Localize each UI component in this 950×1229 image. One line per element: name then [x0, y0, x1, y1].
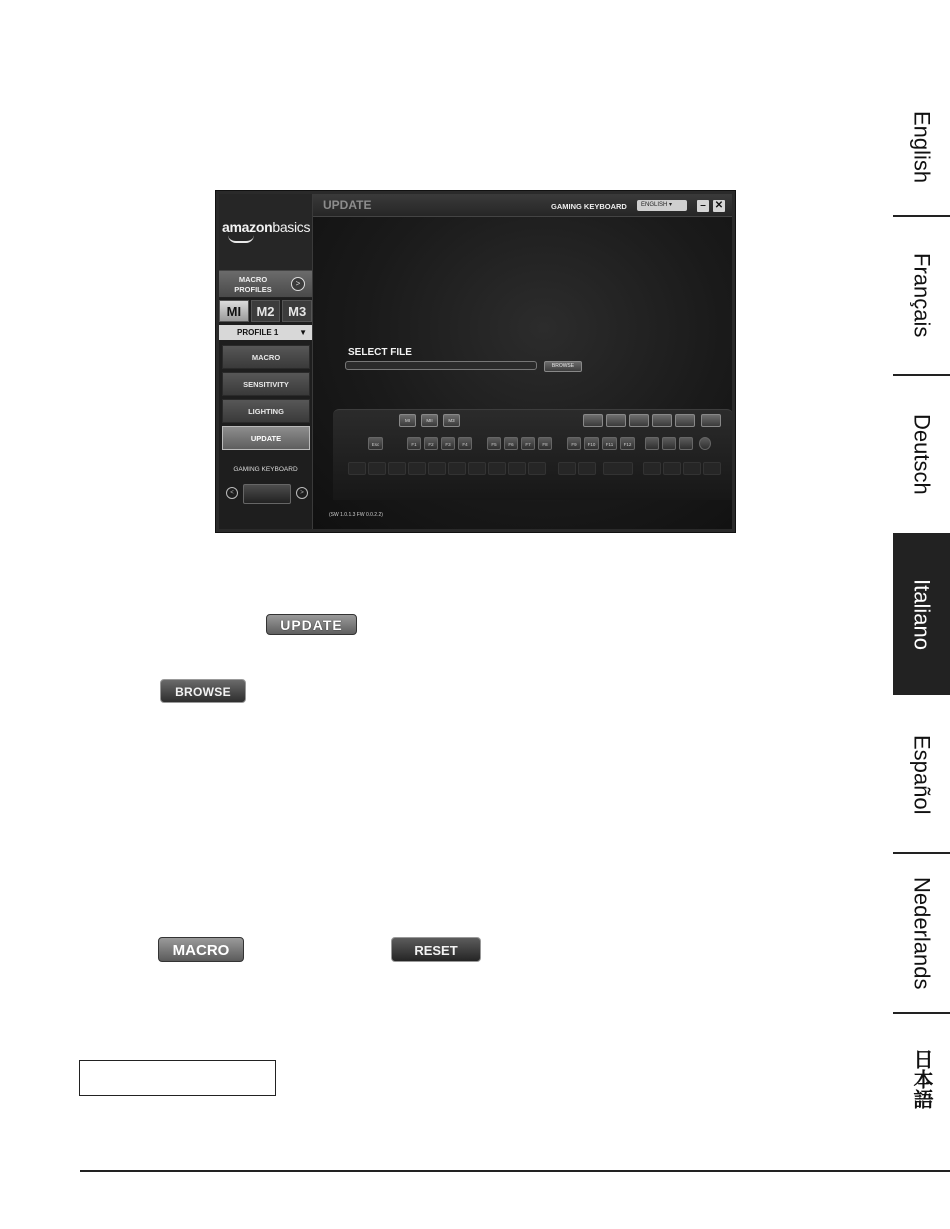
language-tab-italiano[interactable]: Italiano: [893, 533, 950, 695]
language-tab-deutsch[interactable]: Deutsch: [909, 414, 935, 495]
window-title: UPDATE: [323, 198, 372, 212]
profile-select[interactable]: [219, 325, 312, 340]
macro-button[interactable]: MACRO: [158, 937, 244, 962]
kb-key: [643, 462, 661, 475]
browse-button[interactable]: BROWSE: [160, 679, 246, 703]
browse-button[interactable]: BROWSE: [544, 361, 582, 372]
amazonbasics-logo: amazonbasics: [222, 219, 310, 235]
kb-key: [683, 462, 701, 475]
kb-key: [603, 462, 633, 475]
macro-profiles-label: MACRO PROFILES: [234, 275, 272, 294]
kb-key: [703, 462, 721, 475]
m1-button[interactable]: MI: [219, 300, 249, 322]
chevron-right-icon[interactable]: >: [296, 487, 308, 499]
kb-f4-key: F4: [458, 437, 472, 450]
kb-key: [662, 437, 676, 450]
language-tab-francais[interactable]: Français: [909, 253, 935, 338]
device-label: GAMING KEYBOARD: [551, 202, 627, 211]
kb-m1-key: MI: [399, 414, 416, 427]
kb-key: [528, 462, 546, 475]
kb-f6-key: F6: [504, 437, 518, 450]
kb-f2-key: F2: [424, 437, 438, 450]
kb-key: [578, 462, 596, 475]
language-tab-japanese[interactable]: 日本語: [910, 1049, 932, 1109]
kb-key: [558, 462, 576, 475]
title-bar: [313, 194, 732, 217]
macro-profiles-button[interactable]: [219, 271, 312, 298]
kb-key: [428, 462, 446, 475]
kb-media-key: [606, 414, 626, 427]
kb-f8-key: F8: [538, 437, 552, 450]
main-panel: [313, 194, 732, 529]
nav-update[interactable]: UPDATE: [222, 426, 310, 450]
kb-f3-key: F3: [441, 437, 455, 450]
language-tab-english[interactable]: English: [909, 111, 935, 184]
kb-key: [448, 462, 466, 475]
m-button-row: [219, 300, 312, 322]
profile-select-value: PROFILE 1: [237, 328, 279, 337]
kb-key: [468, 462, 486, 475]
m3-button[interactable]: M3: [282, 300, 312, 322]
kb-f5-key: F5: [487, 437, 501, 450]
kb-media-key: [583, 414, 603, 427]
logo-area: [219, 194, 312, 271]
nav-sensitivity[interactable]: SENSITIVITY: [222, 372, 310, 396]
kb-f9-key: F9: [567, 437, 581, 450]
kb-key: [645, 437, 659, 450]
kb-f10-key: F10: [584, 437, 599, 450]
m2-button[interactable]: M2: [251, 300, 281, 322]
caret-down-icon: ▼: [299, 328, 307, 337]
kb-m2-key: MII: [421, 414, 438, 427]
language-tab-nederlands[interactable]: Nederlands: [909, 876, 935, 990]
keyboard-image: [333, 409, 732, 500]
kb-media-key: [652, 414, 672, 427]
kb-esc-key: Esc: [368, 437, 383, 450]
language-select[interactable]: ENGLISH ▾: [637, 200, 687, 211]
kb-f7-key: F7: [521, 437, 535, 450]
note-box: [79, 1060, 276, 1096]
software-screenshot: [215, 190, 736, 533]
minimize-icon[interactable]: –: [697, 200, 709, 212]
language-tab-espanol[interactable]: Español: [909, 734, 935, 815]
keyboard-thumbnail: [243, 484, 291, 504]
close-icon[interactable]: ✕: [714, 200, 724, 211]
sidebar: [219, 194, 313, 529]
reset-button[interactable]: RESET: [391, 937, 481, 962]
update-button[interactable]: UPDATE: [266, 614, 357, 635]
kb-key: [488, 462, 506, 475]
device-caption: GAMING KEYBOARD: [233, 466, 298, 473]
kb-key: [348, 462, 366, 475]
bottom-divider: [80, 1170, 950, 1172]
nav-lighting[interactable]: LIGHTING: [222, 399, 310, 423]
kb-f11-key: F11: [602, 437, 617, 450]
chevron-right-icon[interactable]: >: [291, 277, 305, 291]
file-path-input[interactable]: [345, 361, 537, 370]
chevron-left-icon[interactable]: <: [226, 487, 238, 499]
kb-f1-key: F1: [407, 437, 421, 450]
kb-media-key: [675, 414, 695, 427]
select-file-label: SELECT FILE: [348, 347, 412, 358]
nav-macro[interactable]: MACRO: [222, 345, 310, 369]
kb-key: [663, 462, 681, 475]
kb-key: [368, 462, 386, 475]
kb-key: [388, 462, 406, 475]
kb-media-key: [701, 414, 721, 427]
kb-f12-key: F12: [620, 437, 635, 450]
kb-knob: [699, 437, 711, 450]
kb-media-key: [629, 414, 649, 427]
version-text: (SW 1.0.1.3 FW 0.0.2.2): [329, 512, 383, 518]
kb-key: [679, 437, 693, 450]
kb-key: [408, 462, 426, 475]
kb-m3-key: M3: [443, 414, 460, 427]
kb-key: [508, 462, 526, 475]
